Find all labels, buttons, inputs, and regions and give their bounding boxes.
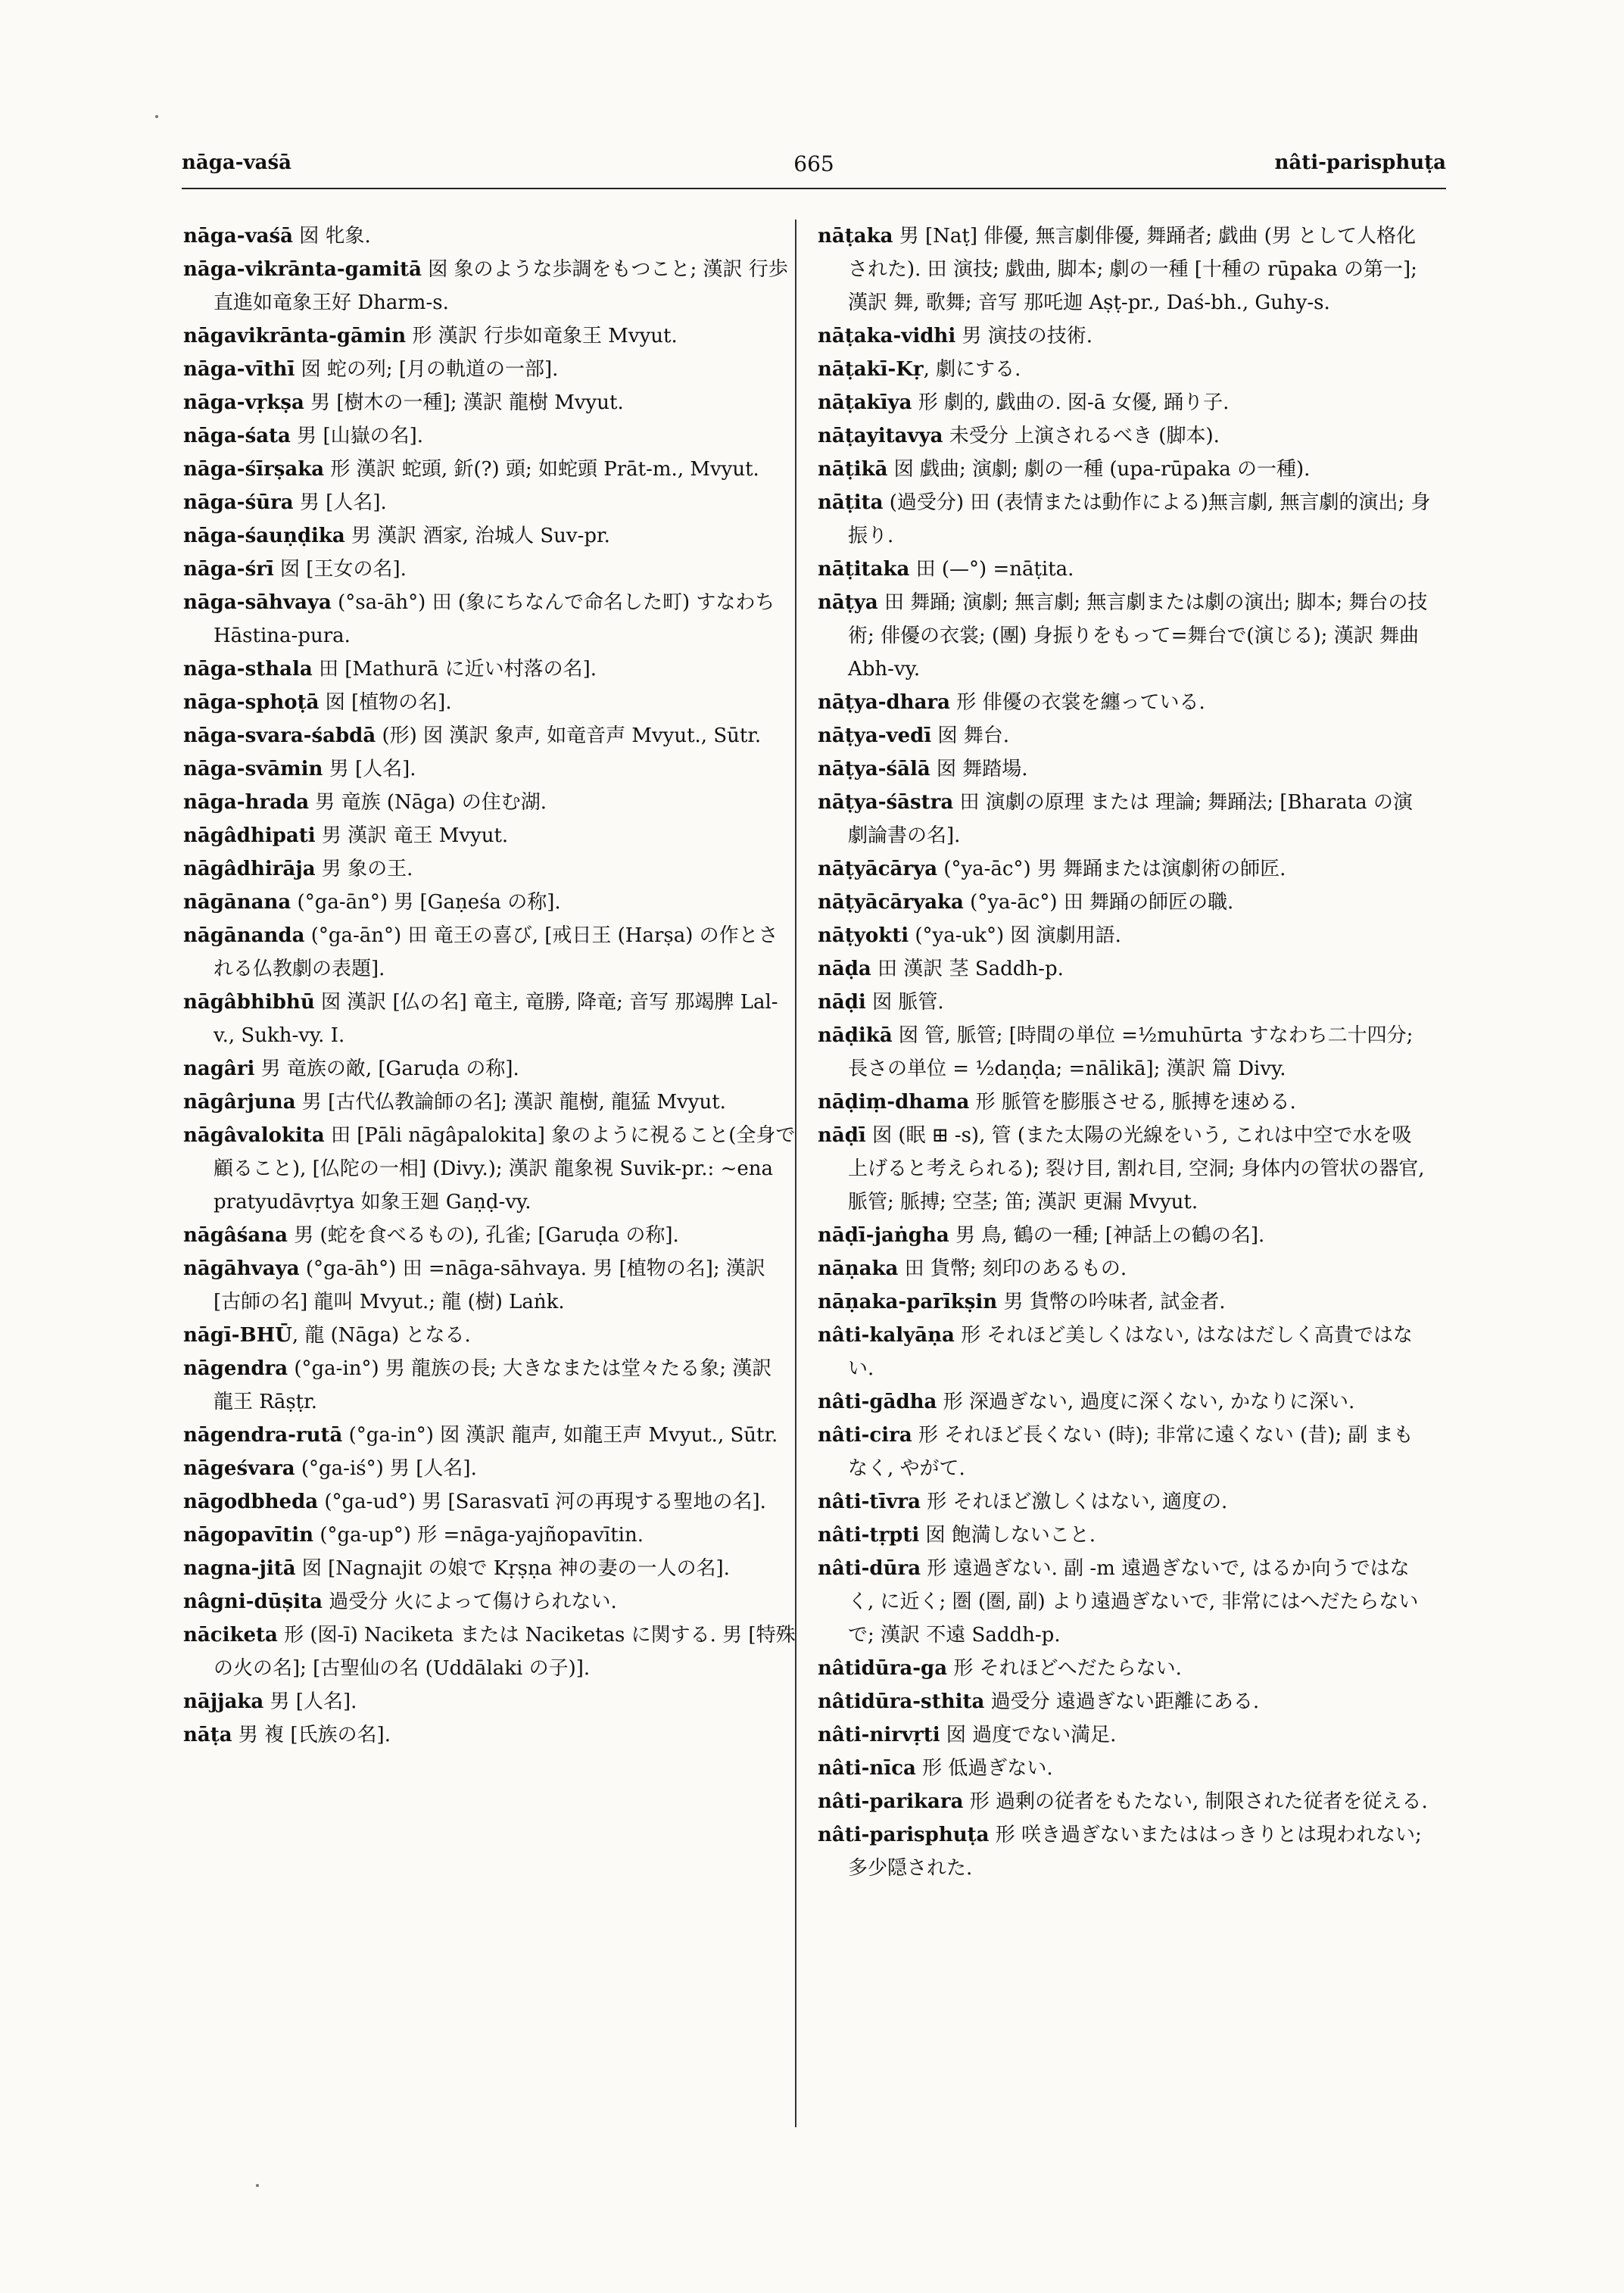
entry-headword: nāṭakīya (818, 391, 912, 414)
entry-definition: 田 貨幣; 刻印のあるもの. (898, 1257, 1127, 1280)
dictionary-entry (183, 752, 796, 786)
entry-headword: nāga-vikrānta-gamitā (183, 258, 422, 281)
dictionary-entry (818, 553, 1431, 586)
dictionary-entry (818, 1285, 1431, 1319)
dictionary-entry (183, 719, 796, 752)
entry-definition: 男 [Naṭ] 俳優, 無言劇俳優, 舞踊者; 戯曲 (男 として人格化された). 田 演技; 戯曲, 脚本; 劇の一種 [十種の rūpaka の第一]; 漢訳 舞, 歌舞; 音写 那吒迦 Aṣṭ-pr., Daś-bh., Guhy-s. (848, 225, 1417, 314)
dictionary-entry (183, 1485, 796, 1519)
entry-definition: 田 舞踊; 演劇; 無言劇; 無言劇または劇の演出; 脚本; 舞台の技術; 俳優の衣裳; (團) 身振りをもって=舞台で(演じる); 漢訳 舞曲 Abh-vy. (848, 591, 1428, 681)
entry-definition: 形 劇的, 戯曲の. 囡-ā 女優, 踊り子. (912, 391, 1230, 414)
entry-definition: 囡 舞踏場. (930, 758, 1028, 780)
entry-headword: nāgâvalokita (183, 1124, 325, 1147)
entry-definition: 囡 牝象. (293, 225, 371, 248)
dictionary-entry (818, 220, 1431, 319)
entry-definition: 男 象の王. (315, 858, 413, 880)
entry-definition: (過受分) 田 (表情または動作による)無言劇, 無言劇的演出; 身振り. (848, 491, 1431, 547)
entry-definition: 形 それほどへだたらない. (947, 1657, 1182, 1680)
dictionary-entry (818, 952, 1431, 986)
entry-headword: nāṭyācārya (818, 858, 938, 880)
dictionary-entry (818, 1319, 1431, 1385)
entry-definition: (°ga-up°) 形 =nāga-yajñopavītin. (313, 1524, 644, 1547)
entry-definition: 形 それほど激しくはない, 適度の. (920, 1491, 1228, 1513)
dictionary-entry (818, 1785, 1431, 1818)
dictionary-entry (818, 886, 1431, 919)
entry-definition: (°ya-āc°) 田 舞踊の師匠の職. (963, 891, 1234, 914)
entry-headword: nāgâśana (183, 1224, 288, 1247)
entry-definition: 未受分 上演されるべき (脚本). (943, 425, 1220, 447)
entry-definition: 形 過剰の従者をもたない, 制限された従者を従える. (963, 1790, 1428, 1813)
entry-definition: 囡 舞台. (931, 724, 1010, 747)
entry-headword: nâti-parisphuṭa (818, 1824, 990, 1846)
dictionary-entry (818, 1685, 1431, 1718)
dictionary-entry (183, 353, 796, 386)
entry-definition: 形 脈管を膨脹させる, 脈搏を速める. (969, 1091, 1296, 1114)
dictionary-entry (183, 786, 796, 819)
entry-headword: nāga-śrī (183, 558, 274, 581)
dictionary-entry (818, 586, 1431, 686)
entry-headword: nāṭyokti (818, 924, 909, 947)
entry-definition: 囡 蛇の列; [月の軌道の一部]. (295, 358, 559, 381)
entry-definition: (°ga-ud°) 男 [Sarasvatī 河の再現する聖地の名]. (318, 1491, 766, 1513)
entry-headword: nāṭaka (818, 225, 893, 248)
dictionary-entry (818, 1219, 1431, 1252)
entry-headword: nâtidūra-ga (818, 1657, 948, 1680)
dictionary-entry (818, 1818, 1431, 1885)
entry-headword: nāgâdhipati (183, 824, 316, 847)
entry-definition: (°ya-uk°) 囡 演劇用語. (909, 924, 1121, 947)
entry-headword: nāgeśvara (183, 1457, 295, 1480)
entry-headword: nāga-vaśā (183, 225, 294, 248)
dictionary-entry (183, 220, 796, 253)
entry-headword: nāga-sphoṭā (183, 691, 320, 714)
entry-headword: nâti-nirvṛti (818, 1724, 940, 1746)
entry-definition: 田 演劇の原理 または 理論; 舞踊法; [Bharata の演劇論書の名]. (848, 791, 1413, 847)
entry-definition: 男 漢訳 竜王 Mvyut. (315, 824, 509, 847)
entry-headword: nâti-tṛpti (818, 1524, 920, 1547)
entry-headword: nāga-svara-śabdā (183, 724, 376, 747)
dictionary-entry (183, 586, 796, 653)
page-number: 665 (793, 151, 834, 176)
dictionary-entry (818, 719, 1431, 752)
entry-headword: nājjaka (183, 1690, 264, 1713)
entry-definition: 囡 [Nagnajit の娘で Kṛṣṇa 神の妻の一人の名]. (295, 1557, 730, 1580)
entry-headword: nāṭa (183, 1724, 232, 1746)
entry-headword: nāgendra (183, 1357, 288, 1380)
dictionary-entry (818, 1086, 1431, 1119)
entry-headword: nāḍikā (818, 1024, 893, 1047)
entry-headword: nāgâbhibhū (183, 991, 315, 1014)
entry-headword: nâti-cira (818, 1424, 912, 1447)
entry-definition: 囡 漢訳 [仏の名] 竜主, 竜勝, 降竜; 音写 那竭脾 Lal-v., Sukh-vy. I. (214, 991, 778, 1047)
entry-headword: nagna-jitā (183, 1557, 296, 1580)
dictionary-entry (183, 1086, 796, 1119)
entry-definition: 形 漢訳 行歩如竜象王 Mvyut. (406, 325, 678, 347)
entry-definition: 形 それほど長くない (時); 非常に遠くない (昔); 副 まもなく, やがて. (848, 1424, 1414, 1480)
entry-headword: nāṇaka-parīkṣin (818, 1291, 998, 1313)
entry-definition: 男 鳥, 鶴の一種; [神話上の鶴の名]. (949, 1224, 1265, 1247)
entry-headword: nâti-kalyāṇa (818, 1324, 955, 1347)
entry-headword: nāṇaka (818, 1257, 899, 1280)
entry-definition: 男 複 [氏族の名]. (232, 1724, 391, 1746)
entry-definition: 過受分 火によって傷けられない. (322, 1590, 617, 1613)
entry-definition: 囡 [王女の名]. (273, 558, 407, 581)
dictionary-entry (818, 986, 1431, 1019)
entry-definition: (°ga-in°) 囡 漢訳 龍声, 如龍王声 Mvyut., Sūtr. (342, 1424, 778, 1447)
dictionary-entry (183, 1219, 796, 1252)
dictionary-entry (183, 686, 796, 719)
dictionary-entry (818, 786, 1431, 852)
entry-headword: nāṭakī-Kṛ (818, 358, 924, 381)
entry-definition: 囡 飽満しないこと. (919, 1524, 1096, 1547)
entry-definition: 形 遠過ぎない. 副 -m 遠過ぎないで, はるか向うではなく, に近く; 圏 (圏, 副) より遠過ぎないで, 非常にはへだたらないで; 漢訳 不遠 Saddh-p. (848, 1557, 1419, 1647)
entry-headword: nāḍiṃ-dhama (818, 1091, 970, 1114)
entry-headword: nāgavikrānta-gāmin (183, 325, 407, 347)
dictionary-entry (818, 319, 1431, 353)
entry-headword: nāgāhvaya (183, 1257, 300, 1280)
header-right-guideword: nâti-parisphuṭa (1274, 151, 1446, 174)
entry-headword: nâti-tīvra (818, 1491, 921, 1513)
entry-headword: nāgodbheda (183, 1491, 319, 1513)
dictionary-entry (183, 453, 796, 486)
dictionary-entry (183, 1585, 796, 1618)
entry-definition: 過受分 遠過ぎない距離にある. (984, 1690, 1260, 1713)
entry-definition: (°ga-ān°) 男 [Gaṇeśa の称]. (291, 891, 561, 914)
entry-definition: 形 (囡-ī) Naciketa または Naciketas に関する. 男 [特殊の火の名]; [古聖仙の名 (Uddālaki の子)]. (214, 1624, 796, 1680)
dictionary-entry (183, 919, 796, 986)
dictionary-entry (818, 1252, 1431, 1285)
entry-headword: nāṭitaka (818, 558, 910, 581)
dictionary-entry (818, 852, 1431, 886)
entry-definition: 男 [古代仏教論師の名]; 漢訳 龍樹, 龍猛 Mvyut. (295, 1091, 726, 1114)
column-divider (795, 220, 796, 2127)
dictionary-entry (183, 1052, 796, 1086)
entry-headword: nâti-dūra (818, 1557, 921, 1580)
dictionary-entry (818, 386, 1431, 419)
dictionary-entry (183, 553, 796, 586)
dictionary-entry (818, 486, 1431, 553)
entry-definition: 囡 脈管. (865, 991, 944, 1014)
dictionary-entry (183, 1419, 796, 1452)
entry-headword: nāgopavītin (183, 1524, 314, 1547)
entry-headword: nāṭya-śāstra (818, 791, 954, 814)
entry-definition: (°ga-ān°) 田 竜王の喜び, [戒日王 (Harṣa) の作とされる仏教劇の表題]. (214, 924, 778, 980)
dictionary-entry (818, 1652, 1431, 1685)
dictionary-entry (818, 453, 1431, 486)
entry-headword: nāgendra-rutā (183, 1424, 343, 1447)
entry-definition: 囡 過度でない満足. (940, 1724, 1117, 1746)
entry-headword: nāga-śauṇḍika (183, 525, 345, 547)
dictionary-entry (183, 319, 796, 353)
dictionary-entry (183, 486, 796, 519)
dictionary-entry (183, 1119, 796, 1219)
entry-headword: nāgâdhirāja (183, 858, 316, 880)
entry-headword: nāga-śata (183, 425, 291, 447)
dictionary-entry (183, 1618, 796, 1685)
entry-definition: 田 (—°) =nāṭita. (909, 558, 1074, 581)
dictionary-entry (183, 852, 796, 886)
entry-headword: nâgni-dūṣita (183, 1590, 323, 1613)
entry-definition: 男 [人名]. (323, 758, 416, 780)
dictionary-entry (183, 1352, 796, 1419)
entry-definition: 形 漢訳 蛇頭, 釿(?) 頭; 如蛇頭 Prāt-m., Mvyut. (324, 458, 759, 481)
dictionary-entry (183, 419, 796, 453)
dictionary-entry (818, 1519, 1431, 1552)
entry-headword: nāciketa (183, 1624, 278, 1647)
entry-definition: (°ga-āh°) 田 =nāga-sāhvaya. 男 [植物の名]; 漢訳 [古師の名] 龍叫 Mvyut.; 龍 (樹) Laṅk. (214, 1257, 765, 1313)
entry-definition: 男 竜族の敵, [Garuḍa の称]. (254, 1058, 519, 1080)
entry-headword: nāḍī (818, 1124, 866, 1147)
entry-headword: nāṭya (818, 591, 878, 614)
entry-headword: nāga-śīrṣaka (183, 458, 325, 481)
dictionary-entry (183, 819, 796, 852)
entry-definition: 男 [人名]. (293, 491, 387, 514)
dictionary-entry (183, 253, 796, 319)
entry-definition: 田 [Mathurā に近い村落の名]. (312, 658, 597, 681)
dictionary-entry (818, 1718, 1431, 1752)
dictionary-entry (818, 1019, 1431, 1086)
dictionary-entry (183, 1685, 796, 1718)
dictionary-entry (818, 353, 1431, 386)
entry-definition: 男 (蛇を食べるもの), 孔雀; [Garuḍa の称]. (288, 1224, 679, 1247)
entry-definition: , 龍 (Nāga) となる. (291, 1324, 471, 1347)
entry-definition: 囡 管, 脈管; [時間の単位 =½muhūrta すなわち二十四分; 長さの単位 = ½daṇḍa; =nālikā]; 漢訳 篇 Divy. (848, 1024, 1414, 1080)
dictionary-entry (183, 1718, 796, 1752)
entry-headword: nāṭayitavya (818, 425, 943, 447)
dictionary-entry (818, 686, 1431, 719)
entry-definition: (°ga-in°) 男 龍族の長; 大きなまたは堂々たる象; 漢訳 龍王 Rāṣṭr. (214, 1357, 772, 1413)
entry-headword: nāṭya-dhara (818, 691, 950, 714)
entry-definition: 男 漢訳 酒家, 治城人 Suv-pr. (344, 525, 610, 547)
dictionary-entry (183, 986, 796, 1052)
dictionary-entry (183, 1319, 796, 1352)
dictionary-entry (183, 653, 796, 686)
entry-headword: nāga-vṛkṣa (183, 391, 304, 414)
entry-definition: (°ya-āc°) 男 舞踊または演劇術の師匠. (937, 858, 1286, 880)
scan-speck (155, 115, 158, 118)
entry-definition: 形 深過ぎない, 過度に深くない, かなりに深い. (937, 1391, 1355, 1413)
entry-definition: 形 俳優の衣裳を纏っている. (949, 691, 1205, 714)
entry-headword: nāga-hrada (183, 791, 310, 814)
entry-headword: nâtidūra-sthita (818, 1690, 985, 1713)
entry-headword: nagâri (183, 1058, 255, 1080)
dictionary-entry (183, 886, 796, 919)
running-head (182, 151, 1446, 185)
entry-definition: 囡 (眠 ⊞ -s), 管 (また太陽の光線をいう, これは中空で水を吸上げると考えられる); 裂け目, 割れ目, 空洞; 身体内の管状の器官, 脈管; 脈搏; 空茎; 笛; 漢訳 更漏 Mvyut. (848, 1124, 1425, 1213)
entry-definition: (形) 囡 漢訳 象声, 如竜音声 Mvyut., Sūtr. (376, 724, 762, 747)
entry-headword: nāga-sthala (183, 658, 313, 681)
right-column (818, 220, 1431, 1885)
entry-headword: nāḍa (818, 958, 871, 980)
entry-headword: nāṭyācāryaka (818, 891, 964, 914)
header-left-guideword: nāga-vaśā (182, 151, 292, 174)
entry-headword: nāṭya-śālā (818, 758, 930, 780)
dictionary-entry (818, 1419, 1431, 1485)
dictionary-entry (183, 386, 796, 419)
entry-definition: 男 [山嶽の名]. (290, 425, 424, 447)
entry-definition: 男 演技の技術. (955, 325, 1093, 347)
entry-definition: 田 漢訳 茎 Saddh-p. (871, 958, 1064, 980)
entry-headword: nāgānana (183, 891, 291, 914)
dictionary-entry (818, 1385, 1431, 1419)
entry-headword: nāga-vīthī (183, 358, 295, 381)
dictionary-entry (183, 1452, 796, 1485)
entry-headword: nāṭaka-vidhi (818, 325, 956, 347)
entry-headword: nâti-parikara (818, 1790, 964, 1813)
entry-definition: 囡 [植物の名]. (319, 691, 452, 714)
entry-definition: 田 [Pāli nāgâpalokita] 象のように視ること(全身で顧ること), [仏陀の一相] (Divy.); 漢訳 龍象視 Suvik-pr.: ~ena pratyudāvṛtya 如象王廻 Gaṇḍ-vy. (214, 1124, 796, 1213)
dictionary-entry (818, 1485, 1431, 1519)
entry-definition: 男 竜族 (Nāga) の住む湖. (309, 791, 547, 814)
entry-definition: 男 貨幣の吟味者, 試金者. (997, 1291, 1226, 1313)
entry-headword: nāṭya-vedī (818, 724, 932, 747)
entry-headword: nāga-sāhvaya (183, 591, 332, 614)
entry-definition: (°ga-iś°) 男 [人名]. (295, 1457, 477, 1480)
entry-headword: nâti-nīca (818, 1757, 916, 1780)
dictionary-entry (818, 1552, 1431, 1652)
entry-definition: 囡 象のような歩調をもつこと; 漢訳 行歩直進如竜象王好 Dharm-s. (214, 258, 788, 314)
dictionary-entry (818, 919, 1431, 952)
entry-headword: nāḍī-jaṅgha (818, 1224, 949, 1247)
entry-headword: nāḍi (818, 991, 866, 1014)
entry-headword: nāga-śūra (183, 491, 294, 514)
entry-definition: (°sa-āh°) 田 (象にちなんで命名した町) すなわち Hāstina-pura. (214, 591, 775, 647)
dictionary-entry (818, 1752, 1431, 1785)
dictionary-entry (818, 1119, 1431, 1219)
dictionary-entry (183, 1519, 796, 1552)
left-column (183, 220, 796, 1752)
entry-headword: nāgī-BHŪ (183, 1324, 292, 1347)
entry-headword: nāgānanda (183, 924, 305, 947)
header-rule (182, 188, 1446, 189)
entry-definition: 形 咲き過ぎないまたははっきりとは現われない; 多少隠された. (848, 1824, 1422, 1880)
scan-speck (256, 2184, 259, 2187)
entry-definition: , 劇にする. (923, 358, 1021, 381)
entry-definition: 形 低過ぎない. (915, 1757, 1053, 1780)
dictionary-entry (183, 519, 796, 553)
entry-definition: 男 [樹木の一種]; 漢訳 龍樹 Mvyut. (304, 391, 624, 414)
entry-headword: nâti-gādha (818, 1391, 937, 1413)
dictionary-entry (818, 752, 1431, 786)
entry-headword: nāṭita (818, 491, 884, 514)
entry-headword: nāga-svāmin (183, 758, 323, 780)
dictionary-entry (183, 1552, 796, 1585)
entry-headword: nāgârjuna (183, 1091, 296, 1114)
entry-definition: 男 [人名]. (263, 1690, 357, 1713)
entry-headword: nāṭikā (818, 458, 888, 481)
dictionary-entry (818, 419, 1431, 453)
entry-definition: 形 それほど美しくはない, はなはだしく高貴ではない. (848, 1324, 1413, 1380)
dictionary-entry (183, 1252, 796, 1319)
entry-definition: 囡 戯曲; 演劇; 劇の一種 (upa-rūpaka の一種). (887, 458, 1311, 481)
